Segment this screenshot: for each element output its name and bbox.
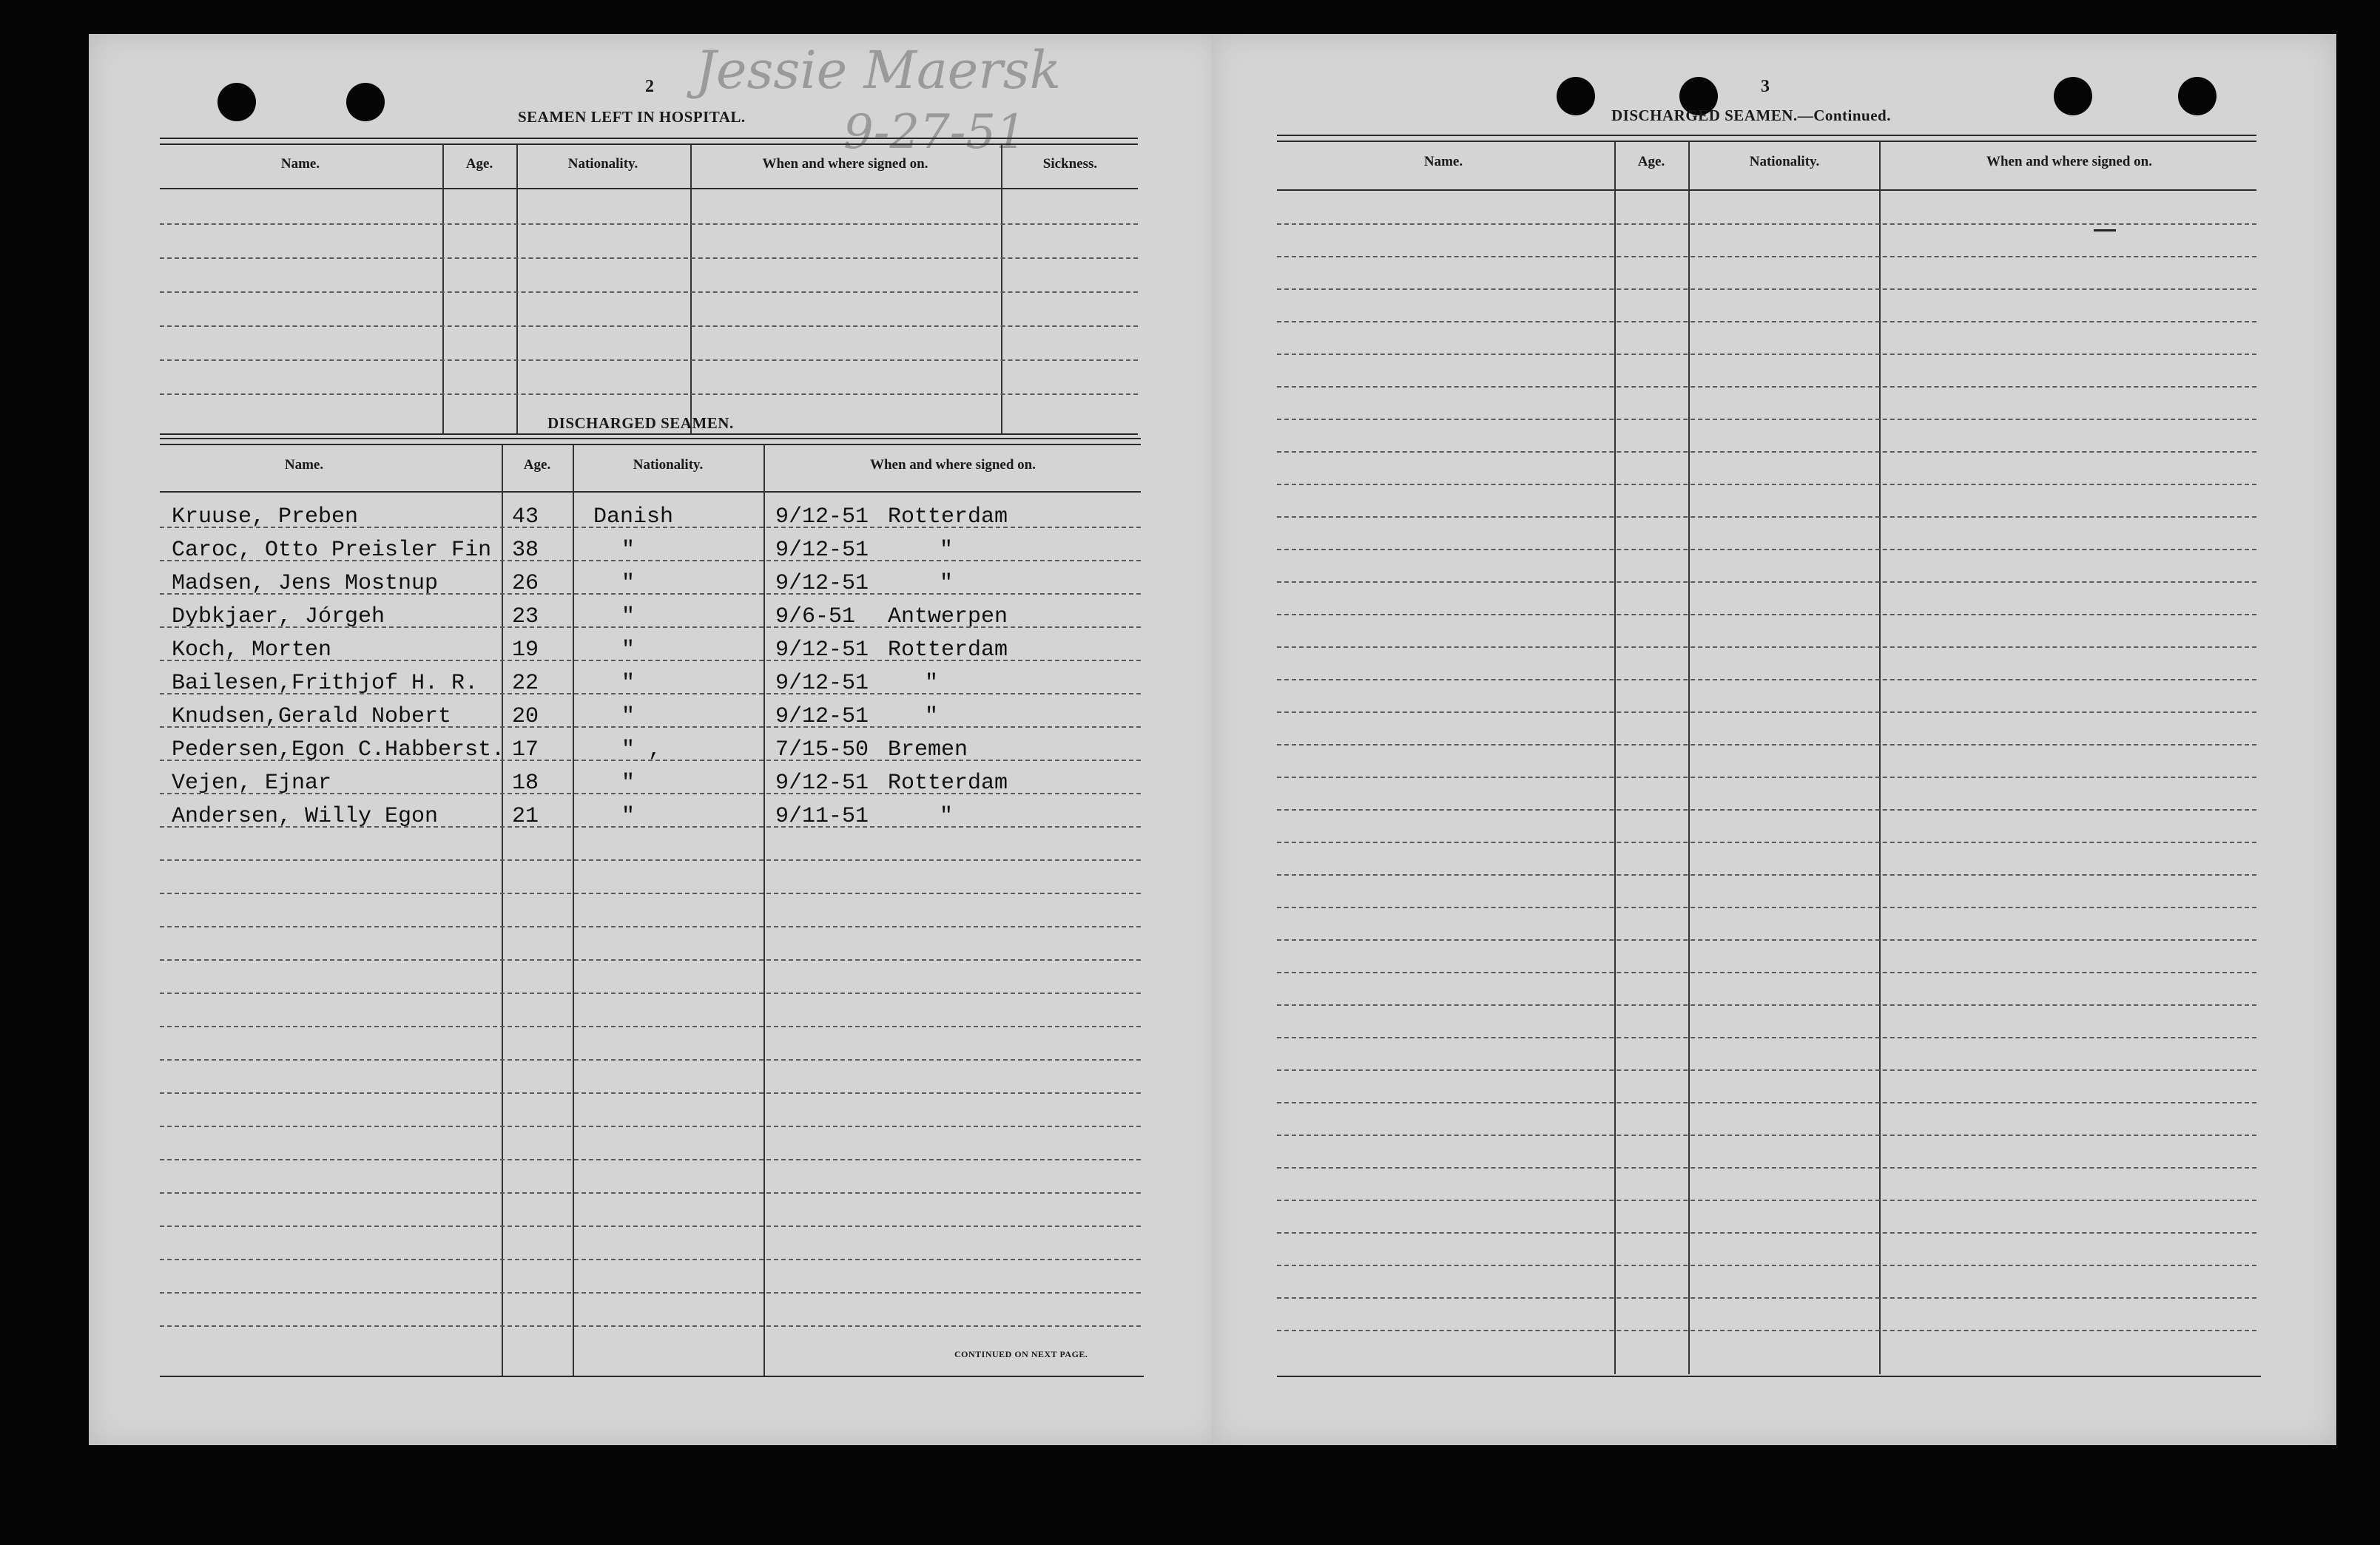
seaman-name: Kruuse, Preben	[172, 504, 359, 530]
right-page	[1212, 34, 2336, 1445]
seaman-age: 26	[512, 571, 539, 596]
seaman-nationality: "	[621, 771, 636, 796]
seaman-name: Vejen, Ejnar	[172, 771, 332, 796]
seaman-nationality: "	[621, 638, 636, 663]
discharged-continued-title: DISCHARGED SEAMEN.—Continued.	[1611, 107, 1891, 124]
seaman-nationality: " ,	[621, 737, 662, 763]
left-page	[89, 34, 1221, 1445]
signed-on-place: "	[940, 538, 954, 563]
signed-on-place: "	[925, 671, 939, 696]
signed-on-place: "	[940, 804, 954, 829]
column-header-sickness: Sickness.	[1042, 156, 1098, 172]
seaman-nationality: "	[621, 604, 636, 629]
seaman-nationality: "	[621, 538, 636, 563]
signed-on-place: Rotterdam	[888, 771, 1008, 796]
column-header-signed-on: When and where signed on.	[869, 457, 1036, 473]
discharged-section-title: DISCHARGED SEAMEN.	[547, 414, 734, 432]
seaman-nationality: "	[621, 804, 636, 829]
signed-on-place: "	[925, 704, 939, 729]
handwritten-date: 9-27-51	[843, 105, 1026, 160]
seaman-nationality: "	[621, 704, 636, 729]
signed-on-date: 9/6-51	[775, 604, 856, 629]
seaman-name: Pedersen,Egon C.Habberst.	[172, 737, 505, 763]
signed-on-date: 9/12-51	[775, 704, 869, 729]
signed-on-place: Bremen	[888, 737, 968, 763]
seaman-age: 23	[512, 604, 539, 629]
signed-on-place: Rotterdam	[888, 504, 1008, 530]
signed-on-date: 9/12-51	[775, 538, 869, 563]
seaman-name: Andersen, Willy Egon	[172, 804, 439, 829]
signed-on-date: 7/15-50	[775, 737, 869, 763]
punch-hole	[218, 83, 256, 121]
column-header-nationality: Nationality.	[567, 156, 638, 172]
seaman-name: Bailesen,Frithjof H. R.	[172, 671, 479, 696]
handwritten-ship-name: Jessie Maersk	[695, 40, 1062, 101]
column-header-nationality: Nationality.	[633, 457, 704, 473]
signed-on-date: 9/12-51	[775, 638, 869, 663]
seaman-age: 21	[512, 804, 539, 829]
signed-on-date: 9/12-51	[775, 571, 869, 596]
column-header-name: Name.	[1423, 154, 1463, 169]
column-header-name: Name.	[280, 156, 320, 172]
column-header-signed-on: When and where signed on.	[762, 156, 928, 172]
seaman-age: 20	[512, 704, 539, 729]
page-number: 2	[645, 77, 654, 96]
signed-on-place: Antwerpen	[888, 604, 1008, 629]
seaman-age: 43	[512, 504, 539, 530]
column-header-name: Name.	[284, 457, 324, 473]
column-header-age: Age.	[1637, 154, 1665, 169]
punch-hole	[2178, 77, 2216, 115]
punch-hole	[1557, 77, 1595, 115]
column-header-age: Age.	[465, 156, 493, 172]
seaman-name: Madsen, Jens Mostnup	[172, 571, 439, 596]
column-header-signed-on: When and where signed on.	[1986, 154, 2152, 169]
seaman-name: Caroc, Otto Preisler Fin	[172, 538, 492, 563]
seaman-age: 19	[512, 638, 539, 663]
signed-on-date: 9/11-51	[775, 804, 869, 829]
seaman-nationality: "	[621, 571, 636, 596]
column-header-age: Age.	[523, 457, 551, 473]
seaman-nationality: "	[621, 671, 636, 696]
seaman-age: 38	[512, 538, 539, 563]
seaman-name: Koch, Morten	[172, 638, 332, 663]
signed-on-place: "	[940, 571, 954, 596]
continued-note: CONTINUED ON NEXT PAGE.	[954, 1349, 1088, 1359]
signed-on-date: 9/12-51	[775, 771, 869, 796]
seaman-age: 22	[512, 671, 539, 696]
seaman-age: 17	[512, 737, 539, 763]
seaman-age: 18	[512, 771, 539, 796]
punch-hole	[346, 83, 385, 121]
seaman-nationality: Danish	[593, 504, 674, 530]
page-number: 3	[1761, 77, 1770, 96]
signed-on-place: Rotterdam	[888, 638, 1008, 663]
signed-on-date: 9/12-51	[775, 671, 869, 696]
column-header-nationality: Nationality.	[1749, 154, 1820, 169]
hospital-section-title: SEAMEN LEFT IN HOSPITAL.	[518, 108, 746, 126]
punch-hole	[2054, 77, 2092, 115]
signed-on-date: 9/12-51	[775, 504, 869, 530]
seaman-name: Dybkjaer, Jórgeh	[172, 604, 385, 629]
seaman-name: Knudsen,Gerald Nobert	[172, 704, 452, 729]
